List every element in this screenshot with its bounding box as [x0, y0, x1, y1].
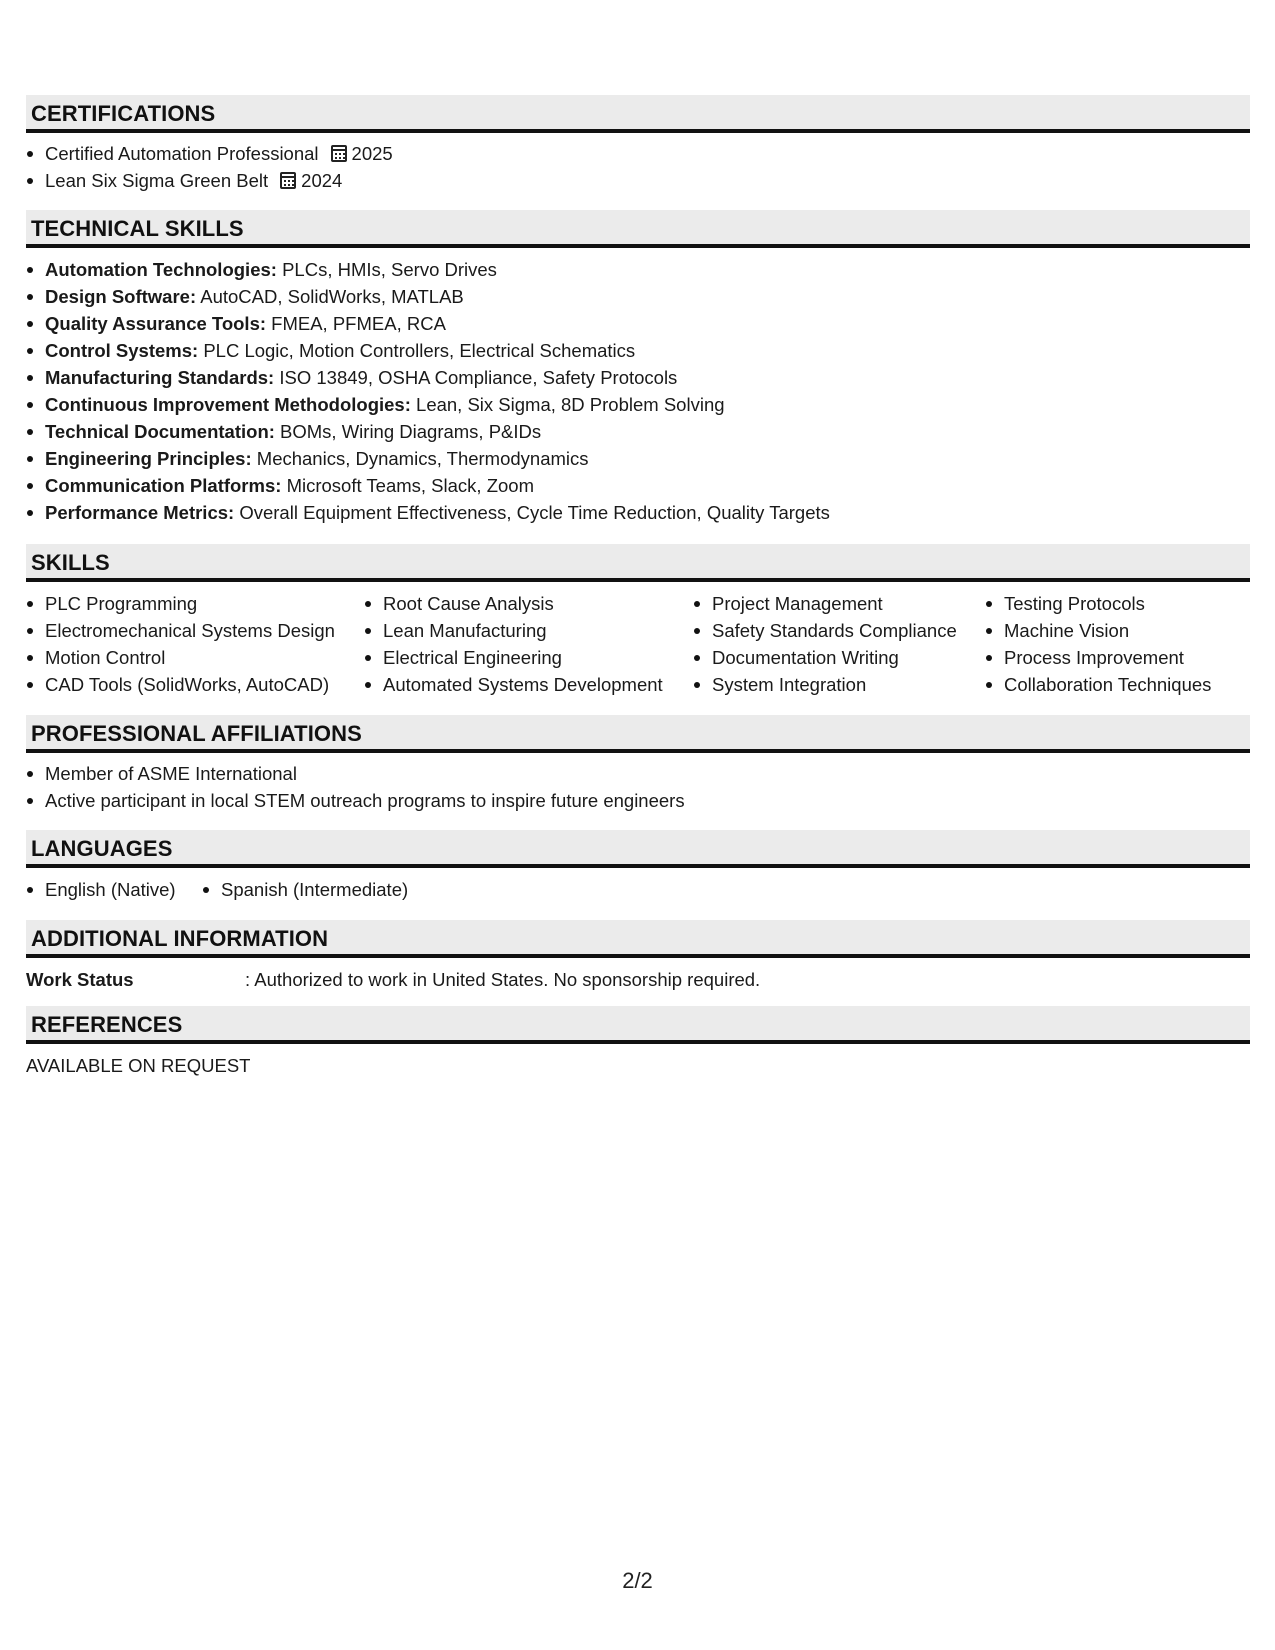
list-item: Performance Metrics: Overall Equipment Effectiveness, Cycle Time Reduction, Quality Targets [26, 499, 830, 526]
list-item: Testing Protocols [985, 590, 1211, 617]
list-item: Continuous Improvement Methodologies: Lean, Six Sigma, 8D Problem Solving [26, 391, 830, 418]
list-item: System Integration [693, 671, 957, 698]
list-item: PLC Programming [26, 590, 335, 617]
certifications-header [26, 95, 1250, 133]
list-item: Electromechanical Systems Design [26, 617, 335, 644]
list-item: Machine Vision [985, 617, 1211, 644]
list-item: Process Improvement [985, 644, 1211, 671]
work-status-label: Work Status [26, 969, 134, 990]
skills-header [26, 544, 1250, 582]
list-item: Motion Control [26, 644, 335, 671]
list-item: Quality Assurance Tools: FMEA, PFMEA, RCA [26, 310, 830, 337]
skills-column-2 [364, 590, 663, 698]
languages-list-2 [202, 876, 408, 903]
section-title: LANGUAGES [31, 836, 173, 861]
list-item: Manufacturing Standards: ISO 13849, OSHA Compliance, Safety Protocols [26, 364, 830, 391]
certifications-list [26, 140, 393, 194]
references-text: AVAILABLE ON REQUEST [26, 1055, 251, 1076]
calendar-icon [331, 145, 347, 162]
list-item: CAD Tools (SolidWorks, AutoCAD) [26, 671, 335, 698]
skills-column-4 [985, 590, 1211, 698]
list-item: Technical Documentation: BOMs, Wiring Diagrams, P&IDs [26, 418, 830, 445]
list-item: Documentation Writing [693, 644, 957, 671]
list-item: Communication Platforms: Microsoft Teams, Slack, Zoom [26, 472, 830, 499]
languages-list-1 [26, 876, 176, 903]
list-item: Design Software: AutoCAD, SolidWorks, MATLAB [26, 283, 830, 310]
section-title: REFERENCES [31, 1012, 183, 1037]
work-status-row [26, 966, 1250, 993]
list-item: Certified Automation Professional 2025 [26, 140, 393, 167]
skills-column-1 [26, 590, 335, 698]
work-status-value: : Authorized to work in United States. No sponsorship required. [245, 969, 761, 990]
section-title: TECHNICAL SKILLS [31, 216, 244, 241]
list-item: Project Management [693, 590, 957, 617]
list-item: Engineering Principles: Mechanics, Dynamics, Thermodynamics [26, 445, 830, 472]
affiliations-list [26, 760, 685, 814]
technical-skills-list [26, 256, 830, 526]
list-item: Safety Standards Compliance [693, 617, 957, 644]
list-item: Control Systems: PLC Logic, Motion Controllers, Electrical Schematics [26, 337, 830, 364]
section-title: PROFESSIONAL AFFILIATIONS [31, 721, 362, 746]
technical-skills-header [26, 210, 1250, 248]
list-item: Automated Systems Development [364, 671, 663, 698]
list-item: Spanish (Intermediate) [202, 876, 408, 903]
section-title: SKILLS [31, 550, 110, 575]
list-item: Active participant in local STEM outreach programs to inspire future engineers [26, 787, 685, 814]
list-item: Automation Technologies: PLCs, HMIs, Servo Drives [26, 256, 830, 283]
skills-column-3 [693, 590, 957, 698]
affiliations-header [26, 715, 1250, 753]
languages-header [26, 830, 1250, 868]
section-title: CERTIFICATIONS [31, 101, 216, 126]
references-header [26, 1006, 1250, 1044]
list-item: Lean Manufacturing [364, 617, 663, 644]
section-title: ADDITIONAL INFORMATION [31, 926, 329, 951]
list-item: Electrical Engineering [364, 644, 663, 671]
list-item: Collaboration Techniques [985, 671, 1211, 698]
list-item: Member of ASME International [26, 760, 685, 787]
additional-info-header [26, 920, 1250, 958]
list-item: Root Cause Analysis [364, 590, 663, 617]
page-number: 2/2 [622, 1568, 653, 1593]
calendar-icon [280, 172, 296, 189]
list-item: Lean Six Sigma Green Belt 2024 [26, 167, 393, 194]
list-item: English (Native) [26, 876, 176, 903]
